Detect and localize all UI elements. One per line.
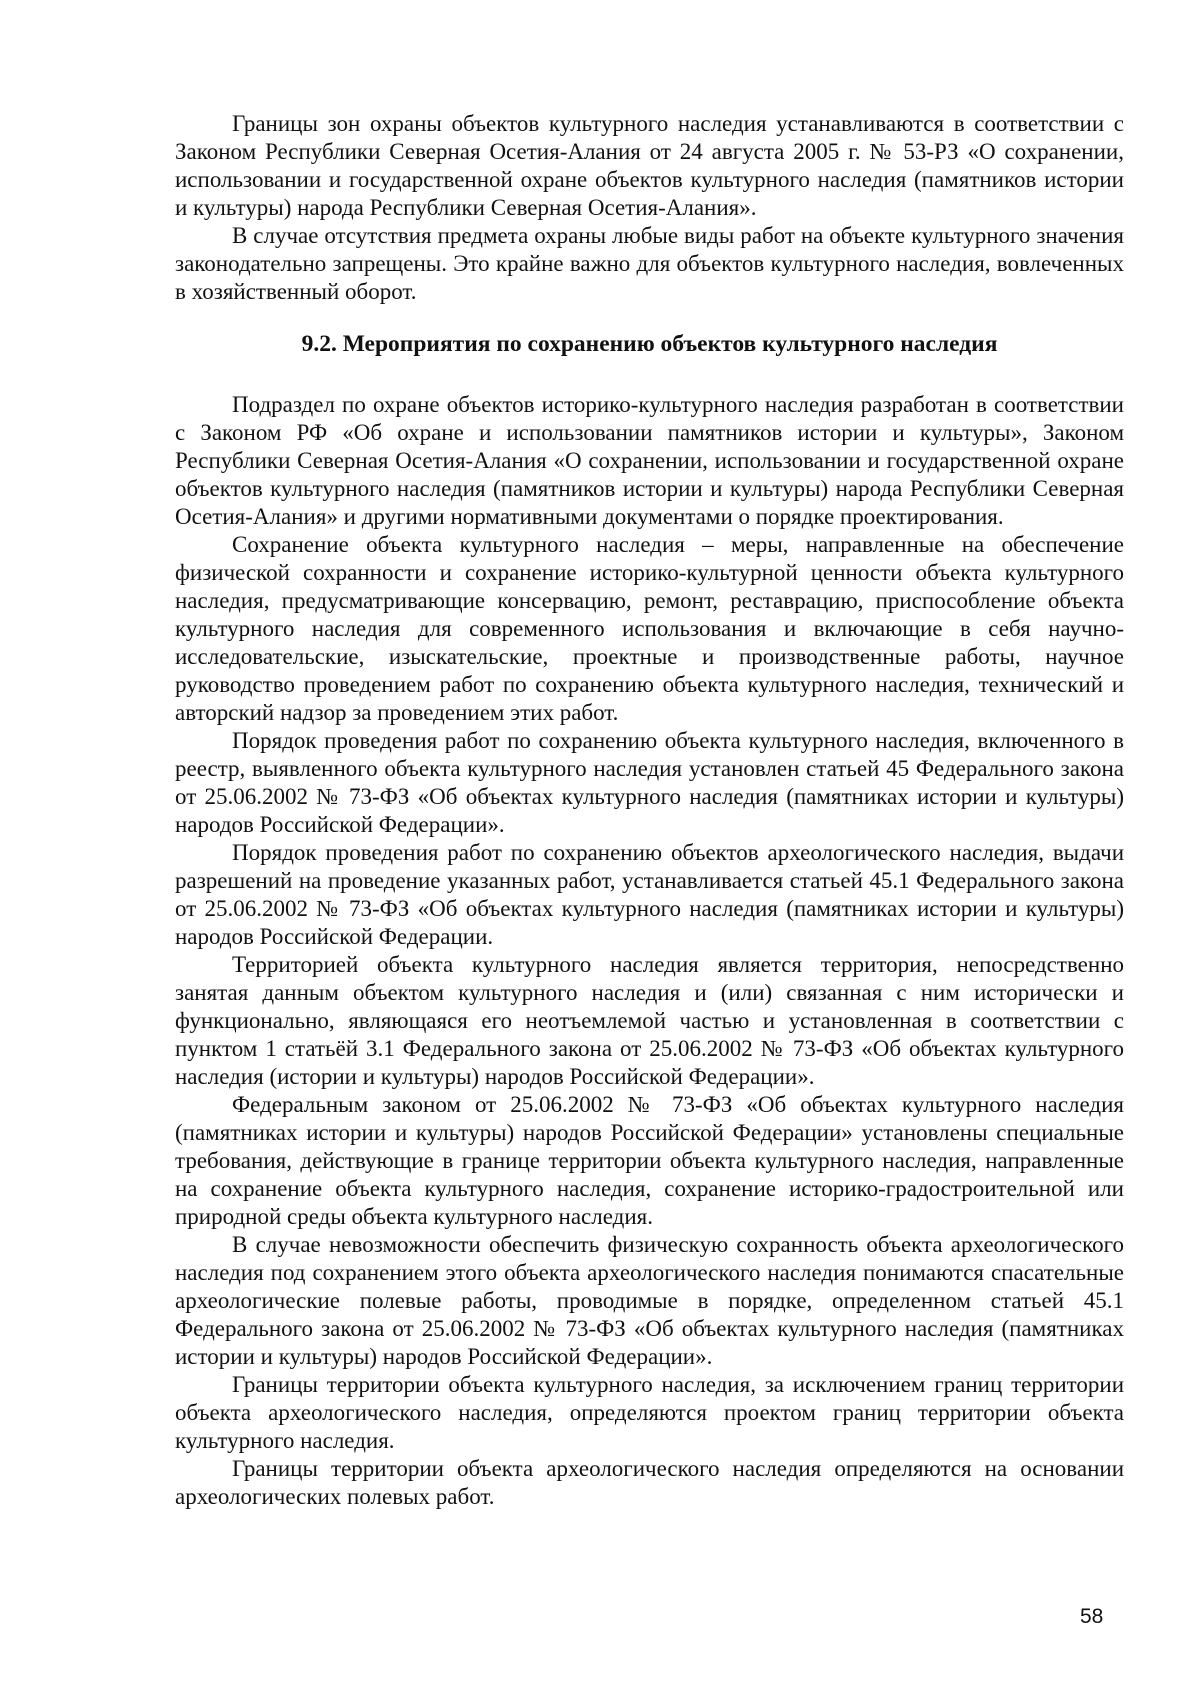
paragraph-rescue-works: В случае невозможности обеспечить физическую сохранность объекта археологического наследия под сохранением этого объекта археологического наследия понимаются спасательные археологические полевые работы, проводимые в порядке, определенном статьей 45.1 Федерального закона от 25.06.2002 № 73-ФЗ «Об объектах культурного наследия (памятниках истории и культуры) народов Российской Федерации».	[175, 1232, 1124, 1369]
page-number: 58	[1080, 1605, 1104, 1628]
paragraph-territory-definition: Территорией объекта культурного наследия является территория, непосредственно занятая данным объектом культурного наследия и (или) связанная с ним исторически и функционально, являющаяся его неотъемлемой частью и установленная в соответствии с пунктом 1 статьёй 3.1 Федерального закона от 25.06.2002 № 73-ФЗ «Об объектах культурного наследия (истории и культуры) народов Российской Федерации».	[175, 952, 1124, 1089]
paragraph-territory-boundaries: Границы территории объекта культурного наследия, за исключением границ территории объекта археологического наследия, определяются проектом границ территории объекта культурного наследия.	[175, 1372, 1124, 1453]
document-body	[175, 110, 1124, 1511]
paragraph-zone-boundaries: Границы зон охраны объектов культурного наследия устанавливаются в соответствии с Законом Республики Северная Осетия-Алания от 24 августа 2005 г. № 53-РЗ «О сохранении, использовании и государственной охране объектов культурного наследия (памятников истории и культуры) народа Республики Северная Осетия-Алания».	[175, 111, 1124, 220]
paragraph-special-requirements: Федеральным законом от 25.06.2002 № 73-ФЗ «Об объектах культурного наследия (памятниках истории и культуры) народов Российской Федерации» установлены специальные требования, действующие в границе территории объекта культурного наследия, направленные на сохранение объекта культурного наследия, сохранение историко-градостроительной или природной среды объекта культурного наследия.	[175, 1092, 1124, 1229]
paragraph-no-protection-subject: В случае отсутствия предмета охраны любые виды работ на объекте культурного значения законодательно запрещены. Это крайне важно для объектов культурного наследия, вовлеченных в хозяйственный оборот.	[175, 223, 1124, 304]
paragraph-subsection-basis: Подраздел по охране объектов историко-культурного наследия разработан в соответствии с Законом РФ «Об охране и использовании памятников истории и культуры», Законом Республики Северная Осетия-Алания «О сохранении, использовании и государственной охране объектов культурного наследия (памятников истории и культуры) народа Республики Северная Осетия-Алания» и другими нормативными документами о порядке проектирования.	[175, 392, 1124, 529]
paragraph-archaeological-procedure: Порядок проведения работ по сохранению объектов археологического наследия, выдачи разрешений на проведение указанных работ, устанавливается статьей 45.1 Федерального закона от 25.06.2002 № 73-ФЗ «Об объектах культурного наследия (памятниках истории и культуры) народов Российской Федерации.	[175, 840, 1124, 949]
section-heading: 9.2. Мероприятия по сохранению объектов культурного наследия	[301, 331, 998, 357]
paragraph-works-procedure: Порядок проведения работ по сохранению объекта культурного наследия, включенного в реестр, выявленного объекта культурного наследия установлен статьей 45 Федерального закона от 25.06.2002 № 73-ФЗ «Об объектах культурного наследия (памятниках истории и культуры) народов Российской Федерации».	[175, 728, 1124, 837]
paragraph-preservation-definition: Сохранение объекта культурного наследия – меры, направленные на обеспечение физической сохранности и сохранение историко-культурной ценности объекта культурного наследия, предусматривающие консервацию, ремонт, реставрацию, приспособление объекта культурного наследия для современного использования и включающие в себя научно-исследовательские, изыскательские, проектные и производственные работы, научное руководство проведением работ по сохранению объекта культурного наследия, технический и авторский надзор за проведением этих работ.	[175, 532, 1124, 725]
paragraph-archaeological-boundaries: Границы территории объекта археологического наследия определяются на основании археологических полевых работ.	[175, 1456, 1124, 1509]
